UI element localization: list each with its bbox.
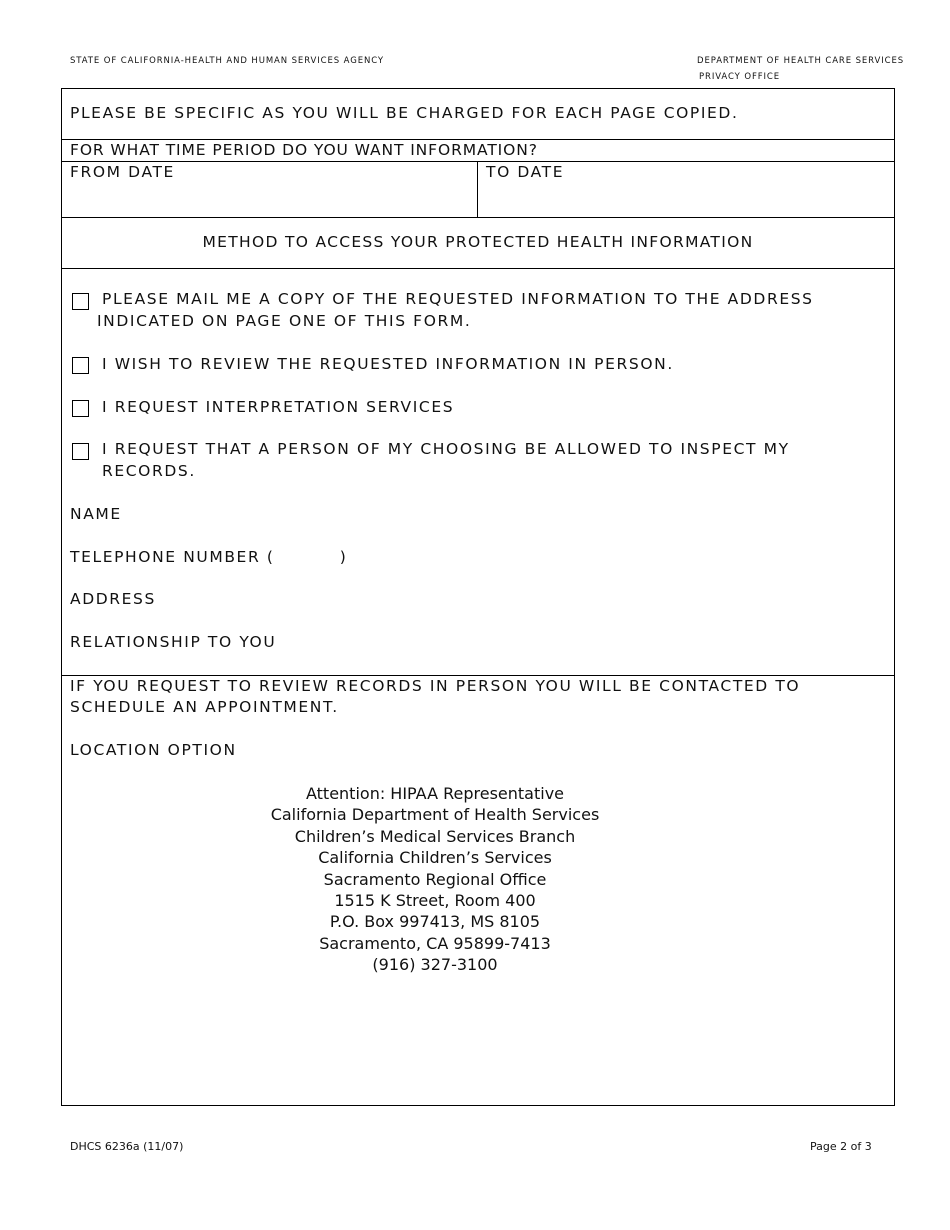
- review-notice-line1: IF YOU REQUEST TO REVIEW RECORDS IN PERSON YOU WILL BE CONTACTED TO: [70, 677, 801, 695]
- mail-copy-checkbox[interactable]: [72, 293, 89, 310]
- relationship-label: RELATIONSHIP TO YOU: [70, 633, 277, 651]
- from-date-label: FROM DATE: [70, 163, 175, 181]
- address-line: (916) 327-3100: [372, 955, 498, 975]
- person-inspect-label-line2: RECORDS.: [102, 462, 196, 480]
- mail-copy-label-line2: INDICATED ON PAGE ONE OF THIS FORM.: [97, 312, 472, 330]
- person-inspect-checkbox[interactable]: [72, 443, 89, 460]
- time-period-question: FOR WHAT TIME PERIOD DO YOU WANT INFORMATION?: [70, 141, 538, 159]
- review-in-person-checkbox[interactable]: [72, 357, 89, 374]
- address-line: California Children’s Services: [318, 848, 552, 868]
- person-inspect-label-line1: I REQUEST THAT A PERSON OF MY CHOOSING BE ALLOWED TO INSPECT MY: [102, 440, 790, 458]
- form-number: DHCS 6236a (11/07): [70, 1140, 184, 1153]
- review-in-person-label: I WISH TO REVIEW THE REQUESTED INFORMATION IN PERSON.: [102, 355, 674, 373]
- office-header: PRIVACY OFFICE: [699, 72, 781, 82]
- address-label: ADDRESS: [70, 590, 156, 608]
- charge-notice: PLEASE BE SPECIFIC AS YOU WILL BE CHARGED FOR EACH PAGE COPIED.: [70, 104, 739, 122]
- address-line: Sacramento Regional Office: [323, 869, 547, 889]
- address-line: Sacramento, CA 95899-7413: [319, 933, 551, 953]
- address-line: Children’s Medical Services Branch: [294, 826, 576, 846]
- interpretation-services-label: I REQUEST INTERPRETATION SERVICES: [102, 398, 455, 416]
- agency-header: STATE OF CALIFORNIA-HEALTH AND HUMAN SERVICES AGENCY: [70, 56, 385, 66]
- interpretation-services-checkbox[interactable]: [72, 400, 89, 417]
- method-heading: METHOD TO ACCESS YOUR PROTECTED HEALTH INFORMATION: [202, 233, 754, 251]
- page-number: Page 2 of 3: [810, 1140, 872, 1153]
- address-line: California Department of Health Services: [270, 805, 600, 825]
- review-notice-line2: SCHEDULE AN APPOINTMENT.: [70, 698, 339, 716]
- address-line: Attention: HIPAA Representative: [305, 784, 564, 803]
- location-address: [62, 783, 808, 976]
- telephone-label: TELEPHONE NUMBER ( ): [70, 548, 348, 566]
- mail-copy-label-line1: PLEASE MAIL ME A COPY OF THE REQUESTED INFORMATION TO THE ADDRESS: [102, 290, 814, 308]
- to-date-label: TO DATE: [486, 163, 565, 181]
- location-option-label: LOCATION OPTION: [70, 741, 237, 759]
- name-label: NAME: [70, 505, 122, 523]
- department-header: DEPARTMENT OF HEALTH CARE SERVICES: [697, 56, 905, 66]
- address-line: P.O. Box 997413, MS 8105: [329, 912, 541, 932]
- address-line: 1515 K Street, Room 400: [334, 891, 536, 911]
